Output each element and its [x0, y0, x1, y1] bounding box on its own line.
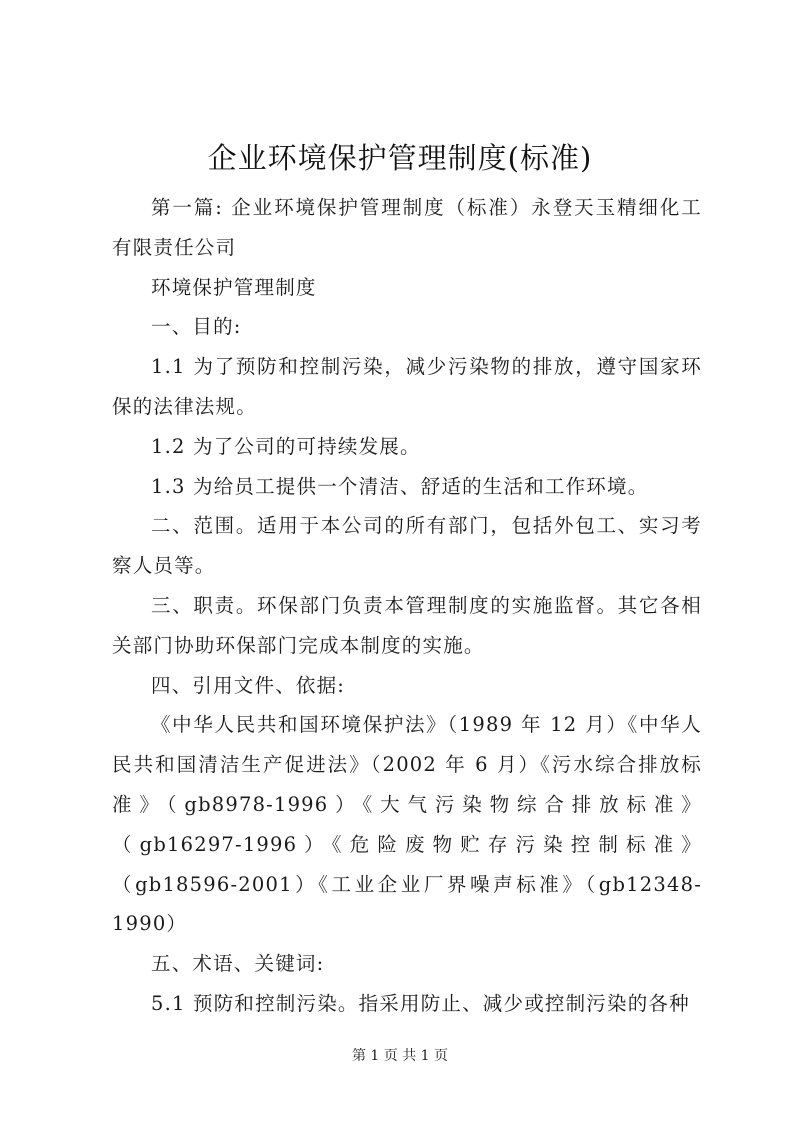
document-title: 企业环境保护管理制度(标准): [207, 141, 593, 175]
paragraph-intro: 第一篇: 企业环境保护管理制度（标准）永登天玉精细化工有限责任公司: [112, 196, 702, 259]
paragraph-heading-system: 环境保护管理制度: [151, 275, 317, 299]
paragraph-reference-list: 《中华人民共和国环境保护法》（1989 年 12 月）《中华人民共和国清洁生产促进法》（2002 年 6 月）《污水综合排放标准》（gb8978-1996）《大气污染物综合排放标准》（gb16297-1996）《危险废物贮存污染控制标准》（gb18596-2001）《工业企业厂界噪声标准》（gb12348-1990）: [112, 713, 702, 936]
paragraph-section-terms: 五、术语、关键词:: [151, 952, 325, 976]
paragraph-1-1: 1.1 为了预防和控制污染，减少污染物的排放，遵守国家环保的法律法规。: [112, 355, 702, 418]
paragraph-5-1: 5.1 预防和控制污染。指采用防止、减少或控制污染的各种: [151, 991, 690, 1015]
paragraph-section-references: 四、引用文件、依据:: [151, 673, 346, 697]
paragraph-1-2: 1.2 为了公司的可持续发展。: [151, 434, 421, 458]
paragraph-section-duties: 三、职责。环保部门负责本管理制度的实施监督。其它各相关部门协助环保部门完成本制度的实施。: [112, 593, 702, 657]
paragraph-section-scope: 二、范围。适用于本公司的所有部门，包括外包工、实习考察人员等。: [112, 514, 702, 578]
paragraph-section-purpose: 一、目的:: [151, 315, 242, 339]
page-footer: 第 1 页 共 1 页: [351, 1048, 449, 1064]
paragraph-1-3: 1.3 为给员工提供一个清洁、舒适的生活和工作环境。: [151, 474, 649, 498]
document-body: [112, 188, 702, 1024]
